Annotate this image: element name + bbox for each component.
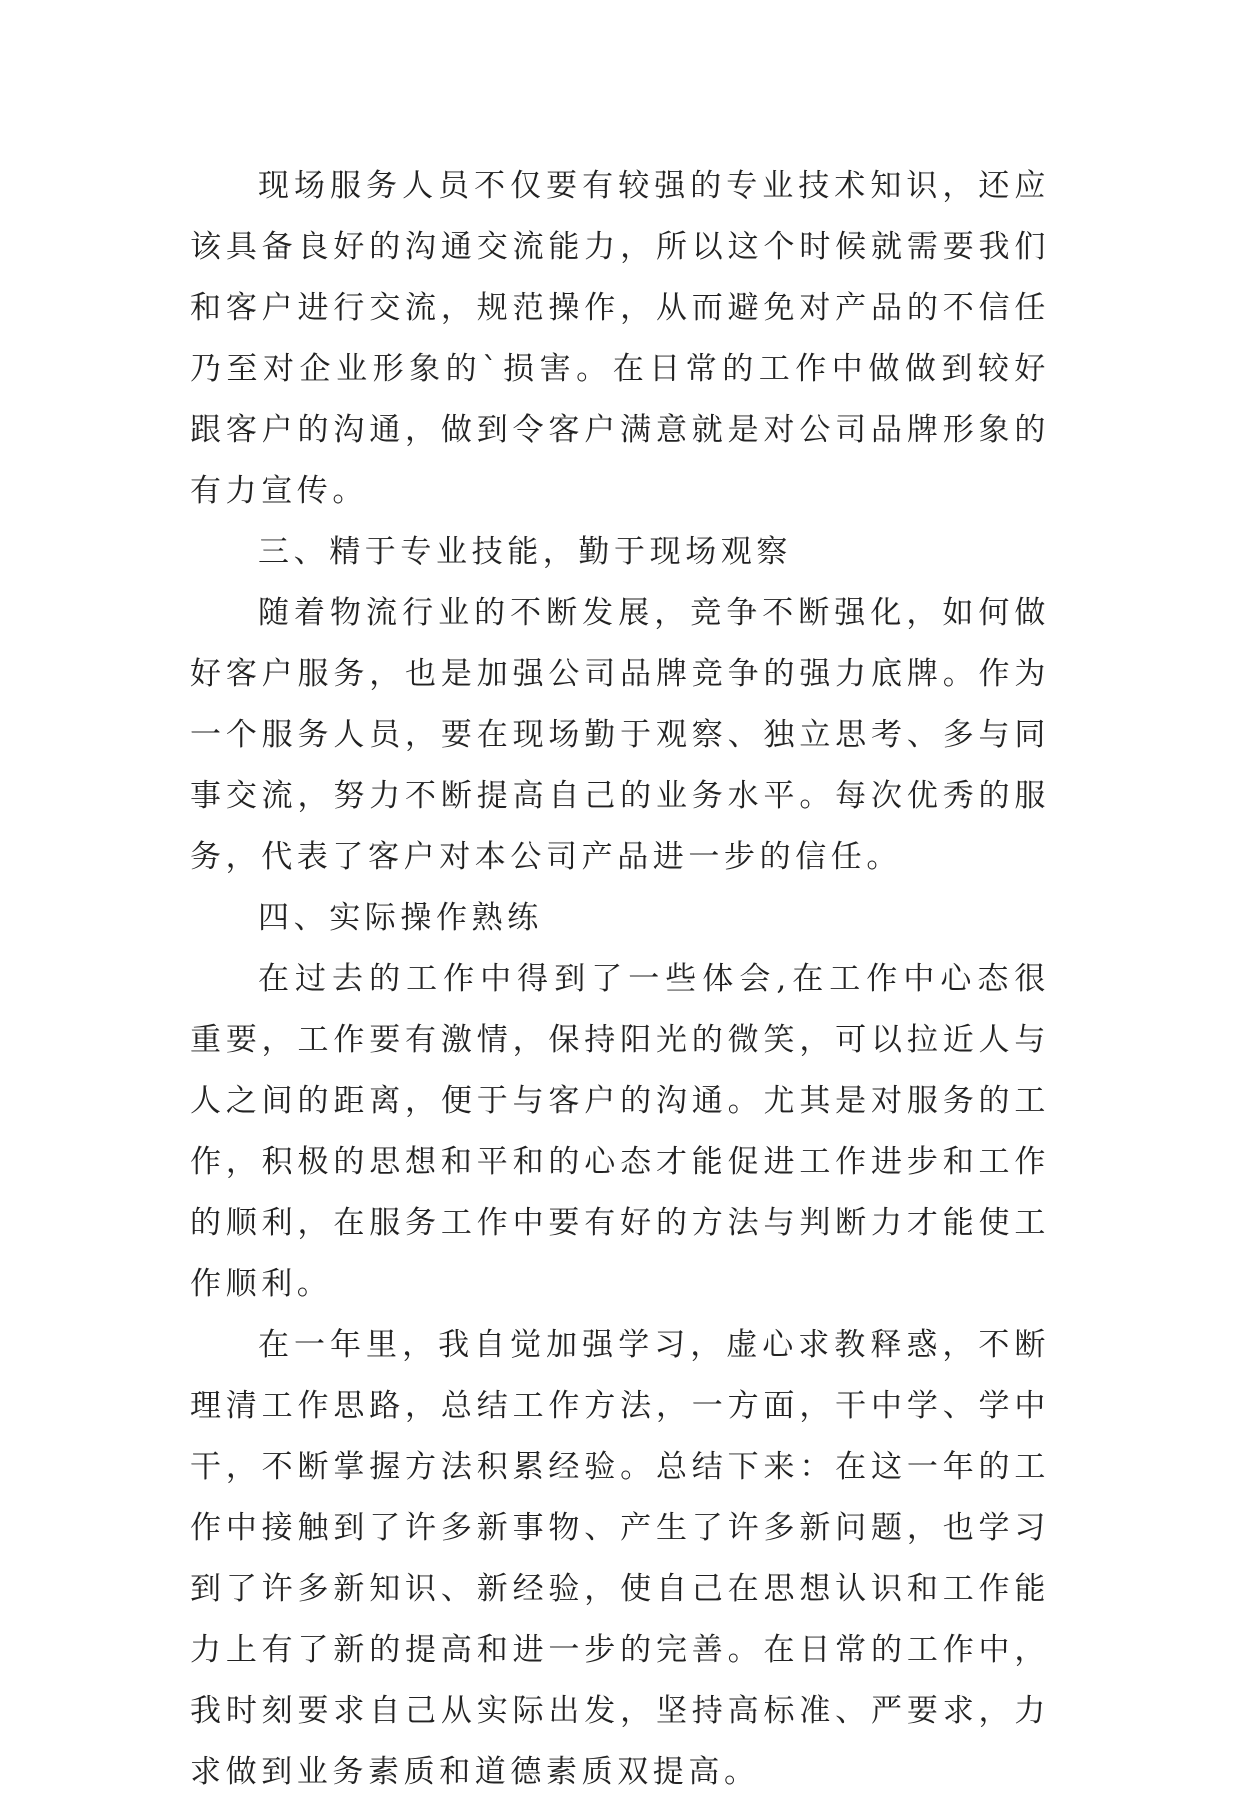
- document-body: [190, 156, 1050, 1803]
- section-heading-four: 四、实际操作熟练: [258, 900, 543, 936]
- paragraph-work-attitude: 在过去的工作中得到了一些体会,在工作中心态很重要，工作要有激情，保持阳光的微笑，可以拉近人与人之间的距离，便于与客户的沟通。尤其是对服务的工作，积极的思想和平和的心态才能促进工作进步和工作的顺利，在服务工作中要有好的方法与判断力才能使工作顺利。: [190, 961, 1050, 1302]
- section-heading-three: 三、精于专业技能，勤于现场观察: [258, 534, 792, 570]
- paragraph-logistics-service: 随着物流行业的不断发展，竞争不断强化，如何做好客户服务，也是加强公司品牌竞争的强力底牌。作为一个服务人员，要在现场勤于观察、独立思考、多与同事交流，努力不断提高自己的业务水平。每次优秀的服务，代表了客户对本公司产品进一步的信任。: [190, 595, 1050, 875]
- paragraph-customer-communication: 现场服务人员不仅要有较强的专业技术知识，还应该具备良好的沟通交流能力，所以这个时候就需要我们和客户进行交流，规范操作，从而避免对产品的不信任乃至对企业形象的`损害。在日常的工作中做做到较好跟客户的沟通，做到令客户满意就是对公司品牌形象的有力宣传。: [190, 168, 1050, 509]
- paragraph-year-summary: 在一年里，我自觉加强学习，虚心求教释惑，不断理清工作思路，总结工作方法，一方面，干中学、学中干，不断掌握方法积累经验。总结下来：在这一年的工作中接触到了许多新事物、产生了许多新问题，也学习到了许多新知识、新经验，使自己在思想认识和工作能力上有了新的提高和进一步的完善。在日常的工作中，我时刻要求自己从实际出发，坚持高标准、严要求，力求做到业务素质和道德素质双提高。: [190, 1327, 1050, 1790]
